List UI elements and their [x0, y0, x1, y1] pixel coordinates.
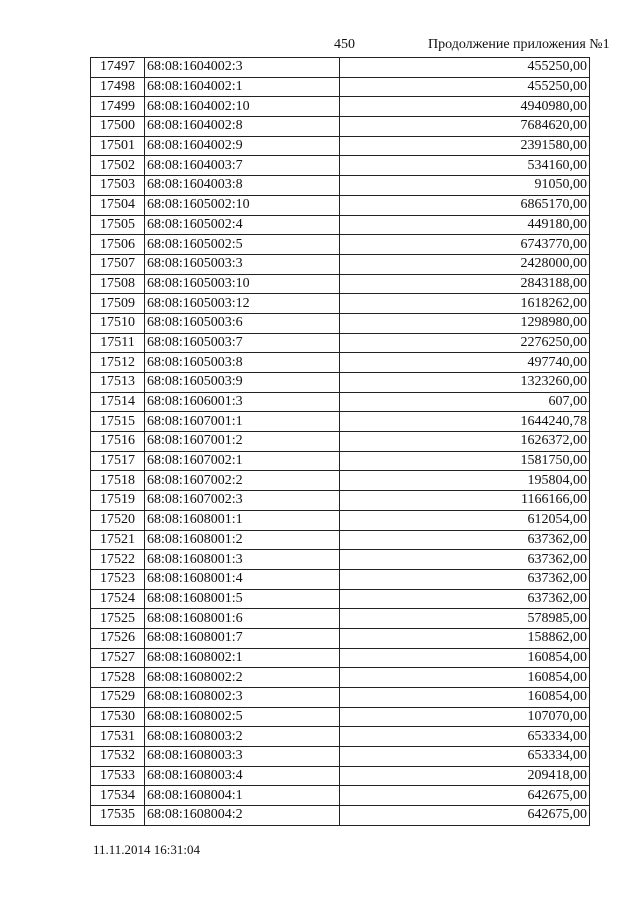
cadastral-value-cell: 160854,00	[340, 688, 590, 708]
cadastral-number-cell: 68:08:1605002:10	[145, 195, 340, 215]
cadastral-number-cell: 68:08:1605003:12	[145, 294, 340, 314]
row-number-cell: 17516	[91, 432, 145, 452]
row-number-cell: 17505	[91, 215, 145, 235]
cadastral-number-cell: 68:08:1605003:10	[145, 274, 340, 294]
cadastral-number-cell: 68:08:1604002:3	[145, 58, 340, 78]
row-number-cell: 17503	[91, 176, 145, 196]
row-number-cell: 17499	[91, 97, 145, 117]
table-row	[91, 491, 590, 511]
cadastral-value-cell: 1626372,00	[340, 432, 590, 452]
table-row	[91, 550, 590, 570]
cadastral-value-cell: 2391580,00	[340, 136, 590, 156]
cadastral-number-cell: 68:08:1608003:4	[145, 766, 340, 786]
cadastral-number-cell: 68:08:1605002:5	[145, 235, 340, 255]
table-body	[91, 58, 590, 826]
cadastral-number-cell: 68:08:1608001:7	[145, 628, 340, 648]
row-number-cell: 17530	[91, 707, 145, 727]
cadastral-value-cell: 653334,00	[340, 727, 590, 747]
row-number-cell: 17525	[91, 609, 145, 629]
table-row	[91, 294, 590, 314]
cadastral-value-cell: 642675,00	[340, 786, 590, 806]
row-number-cell: 17506	[91, 235, 145, 255]
table-row	[91, 451, 590, 471]
cadastral-value-cell: 653334,00	[340, 747, 590, 767]
cadastral-value-cell: 1581750,00	[340, 451, 590, 471]
cadastral-value-cell: 1618262,00	[340, 294, 590, 314]
cadastral-number-cell: 68:08:1607001:1	[145, 412, 340, 432]
cadastral-value-cell: 6743770,00	[340, 235, 590, 255]
cadastral-number-cell: 68:08:1605003:6	[145, 313, 340, 333]
cadastral-value-cell: 2843188,00	[340, 274, 590, 294]
cadastral-number-cell: 68:08:1608001:1	[145, 510, 340, 530]
cadastral-value-cell: 160854,00	[340, 668, 590, 688]
cadastral-value-cell: 455250,00	[340, 77, 590, 97]
row-number-cell: 17497	[91, 58, 145, 78]
row-number-cell: 17526	[91, 628, 145, 648]
cadastral-value-cell: 1323260,00	[340, 373, 590, 393]
cadastral-value-cell: 4940980,00	[340, 97, 590, 117]
cadastral-number-cell: 68:08:1607002:1	[145, 451, 340, 471]
cadastral-number-cell: 68:08:1608002:2	[145, 668, 340, 688]
cadastral-number-cell: 68:08:1608001:3	[145, 550, 340, 570]
row-number-cell: 17528	[91, 668, 145, 688]
cadastral-value-cell: 160854,00	[340, 648, 590, 668]
cadastral-number-cell: 68:08:1605003:3	[145, 254, 340, 274]
cadastral-number-cell: 68:08:1605003:9	[145, 373, 340, 393]
row-number-cell: 17519	[91, 491, 145, 511]
cadastral-value-cell: 637362,00	[340, 550, 590, 570]
cadastral-number-cell: 68:08:1604002:8	[145, 117, 340, 137]
table-row	[91, 727, 590, 747]
row-number-cell: 17502	[91, 156, 145, 176]
cadastral-value-cell: 2428000,00	[340, 254, 590, 274]
cadastral-value-cell: 497740,00	[340, 353, 590, 373]
row-number-cell: 17512	[91, 353, 145, 373]
page-number: 450	[334, 37, 355, 52]
table-row	[91, 176, 590, 196]
cadastral-value-cell: 1644240,78	[340, 412, 590, 432]
table-row	[91, 628, 590, 648]
row-number-cell: 17513	[91, 373, 145, 393]
row-number-cell: 17517	[91, 451, 145, 471]
row-number-cell: 17531	[91, 727, 145, 747]
cadastral-number-cell: 68:08:1608003:2	[145, 727, 340, 747]
table-row	[91, 136, 590, 156]
row-number-cell: 17522	[91, 550, 145, 570]
cadastral-value-cell: 107070,00	[340, 707, 590, 727]
cadastral-value-cell: 1166166,00	[340, 491, 590, 511]
cadastral-number-cell: 68:08:1605003:8	[145, 353, 340, 373]
table-row	[91, 313, 590, 333]
cadastral-value-cell: 642675,00	[340, 806, 590, 826]
cadastral-value-table	[90, 57, 590, 826]
row-number-cell: 17515	[91, 412, 145, 432]
table-row	[91, 589, 590, 609]
table-row	[91, 766, 590, 786]
cadastral-number-cell: 68:08:1606001:3	[145, 392, 340, 412]
cadastral-number-cell: 68:08:1608002:3	[145, 688, 340, 708]
cadastral-number-cell: 68:08:1607002:2	[145, 471, 340, 491]
row-number-cell: 17508	[91, 274, 145, 294]
table-row	[91, 786, 590, 806]
table-row	[91, 688, 590, 708]
row-number-cell: 17509	[91, 294, 145, 314]
cadastral-value-cell: 578985,00	[340, 609, 590, 629]
cadastral-value-cell: 534160,00	[340, 156, 590, 176]
table-row	[91, 156, 590, 176]
cadastral-value-cell: 612054,00	[340, 510, 590, 530]
row-number-cell: 17523	[91, 569, 145, 589]
cadastral-value-cell: 158862,00	[340, 628, 590, 648]
row-number-cell: 17501	[91, 136, 145, 156]
row-number-cell: 17535	[91, 806, 145, 826]
cadastral-number-cell: 68:08:1607001:2	[145, 432, 340, 452]
row-number-cell: 17529	[91, 688, 145, 708]
cadastral-number-cell: 68:08:1608004:1	[145, 786, 340, 806]
table-row	[91, 97, 590, 117]
print-timestamp: 11.11.2014 16:31:04	[93, 842, 201, 857]
cadastral-number-cell: 68:08:1608003:3	[145, 747, 340, 767]
cadastral-value-cell: 7684620,00	[340, 117, 590, 137]
cadastral-number-cell: 68:08:1608002:5	[145, 707, 340, 727]
row-number-cell: 17534	[91, 786, 145, 806]
table-row	[91, 609, 590, 629]
row-number-cell: 17520	[91, 510, 145, 530]
cadastral-number-cell: 68:08:1604002:9	[145, 136, 340, 156]
table-row	[91, 195, 590, 215]
row-number-cell: 17518	[91, 471, 145, 491]
cadastral-number-cell: 68:08:1608001:6	[145, 609, 340, 629]
cadastral-value-cell: 195804,00	[340, 471, 590, 491]
appendix-continuation-title: Продолжение приложения №1	[428, 37, 610, 52]
row-number-cell: 17498	[91, 77, 145, 97]
cadastral-number-cell: 68:08:1608001:2	[145, 530, 340, 550]
table-row	[91, 648, 590, 668]
table-row	[91, 254, 590, 274]
table-row	[91, 530, 590, 550]
row-number-cell: 17521	[91, 530, 145, 550]
cadastral-value-cell: 1298980,00	[340, 313, 590, 333]
table-row	[91, 668, 590, 688]
cadastral-number-cell: 68:08:1604002:10	[145, 97, 340, 117]
row-number-cell: 17524	[91, 589, 145, 609]
table-row	[91, 569, 590, 589]
row-number-cell: 17504	[91, 195, 145, 215]
cadastral-value-cell: 2276250,00	[340, 333, 590, 353]
table-row	[91, 471, 590, 491]
table-row	[91, 215, 590, 235]
cadastral-value-cell: 209418,00	[340, 766, 590, 786]
cadastral-number-cell: 68:08:1608001:4	[145, 569, 340, 589]
table-row	[91, 747, 590, 767]
row-number-cell: 17507	[91, 254, 145, 274]
cadastral-number-cell: 68:08:1605002:4	[145, 215, 340, 235]
row-number-cell: 17514	[91, 392, 145, 412]
table-row	[91, 412, 590, 432]
table-row	[91, 77, 590, 97]
row-number-cell: 17500	[91, 117, 145, 137]
table-row	[91, 353, 590, 373]
table-row	[91, 117, 590, 137]
cadastral-number-cell: 68:08:1608002:1	[145, 648, 340, 668]
cadastral-number-cell: 68:08:1604003:8	[145, 176, 340, 196]
table-row	[91, 510, 590, 530]
cadastral-number-cell: 68:08:1604002:1	[145, 77, 340, 97]
table-row	[91, 333, 590, 353]
table-row	[91, 806, 590, 826]
cadastral-number-cell: 68:08:1607002:3	[145, 491, 340, 511]
cadastral-number-cell: 68:08:1608004:2	[145, 806, 340, 826]
row-number-cell: 17533	[91, 766, 145, 786]
cadastral-value-cell: 6865170,00	[340, 195, 590, 215]
table-row	[91, 392, 590, 412]
table-row	[91, 58, 590, 78]
table-row	[91, 373, 590, 393]
table-row	[91, 274, 590, 294]
table-row	[91, 707, 590, 727]
cadastral-value-cell: 637362,00	[340, 530, 590, 550]
row-number-cell: 17511	[91, 333, 145, 353]
cadastral-value-cell: 637362,00	[340, 589, 590, 609]
cadastral-number-cell: 68:08:1604003:7	[145, 156, 340, 176]
cadastral-number-cell: 68:08:1608001:5	[145, 589, 340, 609]
table-row	[91, 235, 590, 255]
cadastral-value-cell: 449180,00	[340, 215, 590, 235]
row-number-cell: 17510	[91, 313, 145, 333]
cadastral-value-cell: 637362,00	[340, 569, 590, 589]
cadastral-value-cell: 607,00	[340, 392, 590, 412]
row-number-cell: 17532	[91, 747, 145, 767]
cadastral-value-cell: 455250,00	[340, 58, 590, 78]
cadastral-number-cell: 68:08:1605003:7	[145, 333, 340, 353]
table-row	[91, 432, 590, 452]
cadastral-value-cell: 91050,00	[340, 176, 590, 196]
row-number-cell: 17527	[91, 648, 145, 668]
